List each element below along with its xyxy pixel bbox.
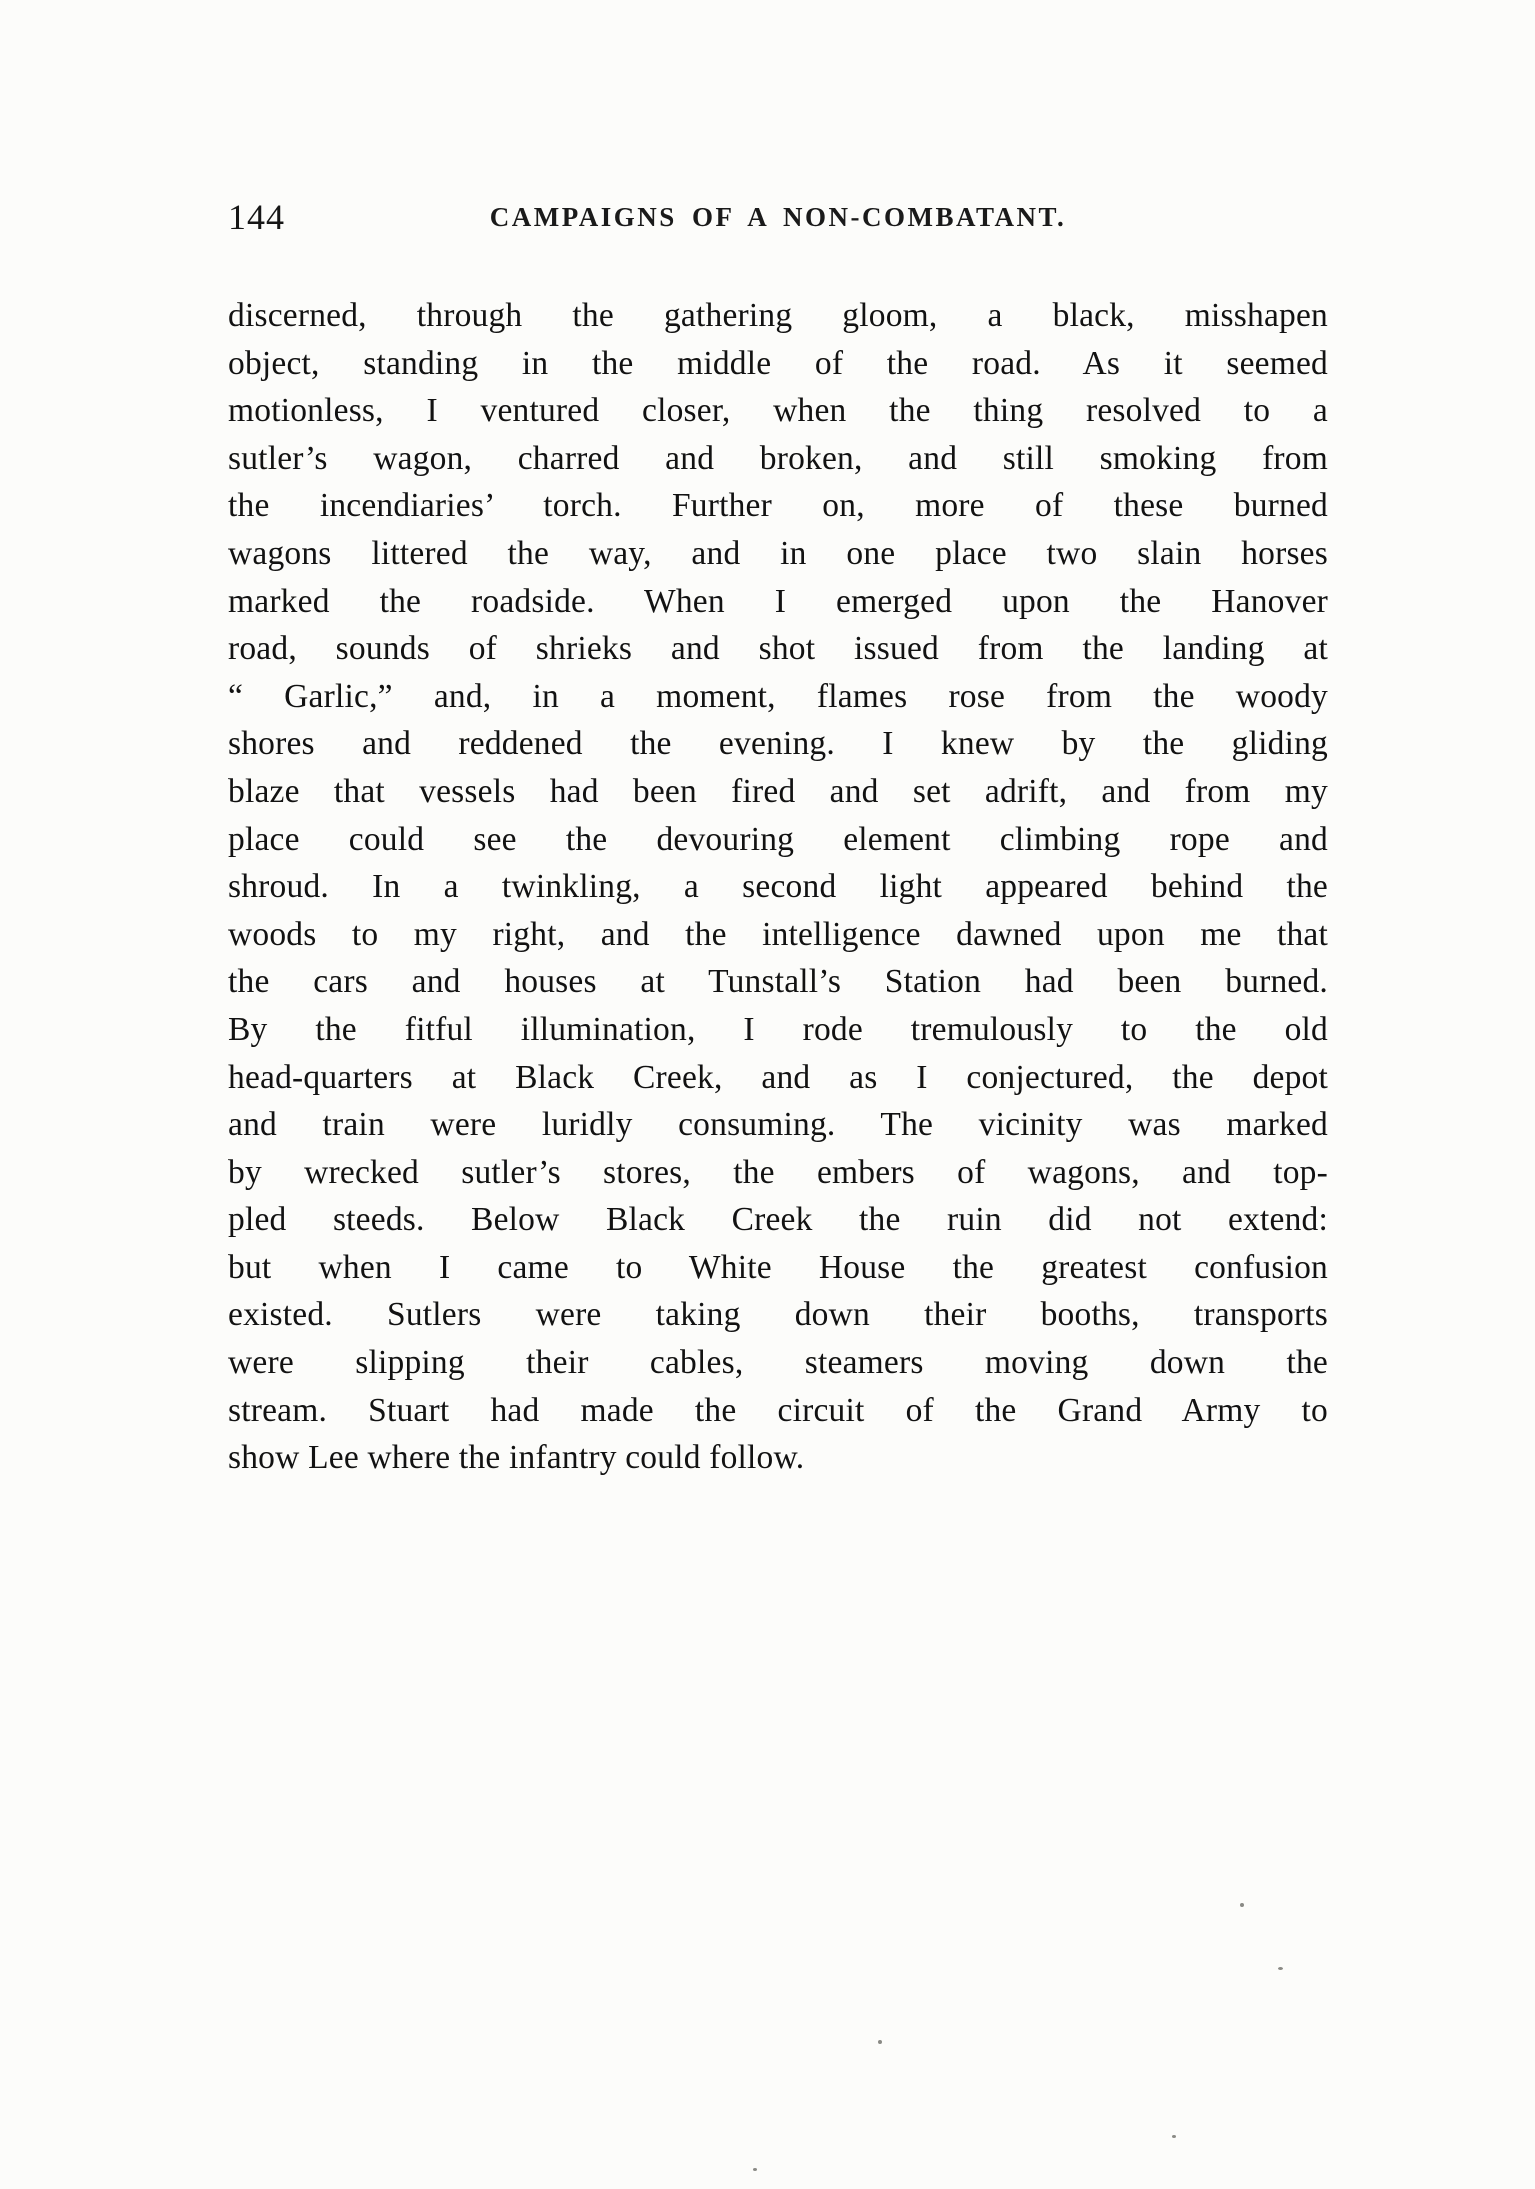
body-text-block	[228, 292, 1328, 1482]
text-line: head-quarters at Black Creek, and as I conjectured, the depot	[228, 1058, 1328, 1096]
text-line: sutler’s wagon, charred and broken, and still smoking from	[228, 439, 1328, 477]
text-line: show Lee where the infantry could follow.	[228, 1439, 805, 1477]
text-line: by wrecked sutler’s stores, the embers of wagons, and top-	[228, 1153, 1328, 1191]
text-line: stream. Stuart had made the circuit of the Grand Army to	[228, 1391, 1328, 1429]
page-number: 144	[228, 197, 285, 237]
scan-speck	[1240, 1903, 1244, 1907]
text-line: place could see the devouring element climbing rope and	[228, 820, 1328, 858]
text-line: blaze that vessels had been fired and set adrift, and from my	[228, 772, 1328, 810]
page-header	[228, 196, 1328, 244]
scan-speck	[1172, 2135, 1176, 2138]
text-line: existed. Sutlers were taking down their booths, transports	[228, 1296, 1328, 1334]
text-line: “ Garlic,” and, in a moment, flames rose from the woody	[228, 677, 1328, 715]
text-line: the cars and houses at Tunstall’s Station had been burned.	[228, 963, 1328, 1001]
text-line: wagons littered the way, and in one place two slain horses	[228, 534, 1328, 572]
text-line: shroud. In a twinkling, a second light appeared behind the	[228, 868, 1328, 906]
text-line: discerned, through the gathering gloom, a black, misshapen	[228, 297, 1328, 334]
scan-speck	[878, 2040, 882, 2044]
text-line: road, sounds of shrieks and shot issued from the landing at	[228, 630, 1328, 668]
text-line: the incendiaries’ torch. Further on, more of these burned	[228, 487, 1328, 525]
text-line: and train were luridly consuming. The vicinity was marked	[228, 1106, 1328, 1144]
scan-speck	[1278, 1967, 1283, 1970]
text-line: marked the roadside. When I emerged upon the Hanover	[228, 582, 1328, 620]
text-line: object, standing in the middle of the road. As it seemed	[228, 344, 1328, 382]
text-line: woods to my right, and the intelligence dawned upon me that	[228, 915, 1328, 953]
text-line: motionless, I ventured closer, when the thing resolved to a	[228, 392, 1328, 430]
text-line: shores and reddened the evening. I knew by the gliding	[228, 725, 1328, 763]
text-line: but when I came to White House the greatest confusion	[228, 1248, 1328, 1286]
text-line: By the fitful illumination, I rode tremulously to the old	[228, 1010, 1328, 1048]
scan-speck	[753, 2168, 757, 2171]
text-line: were slipping their cables, steamers moving down the	[228, 1344, 1328, 1382]
running-head: CAMPAIGNS OF A NON-COMBATANT.	[489, 202, 1067, 232]
text-line: pled steeds. Below Black Creek the ruin did not extend:	[228, 1201, 1328, 1239]
